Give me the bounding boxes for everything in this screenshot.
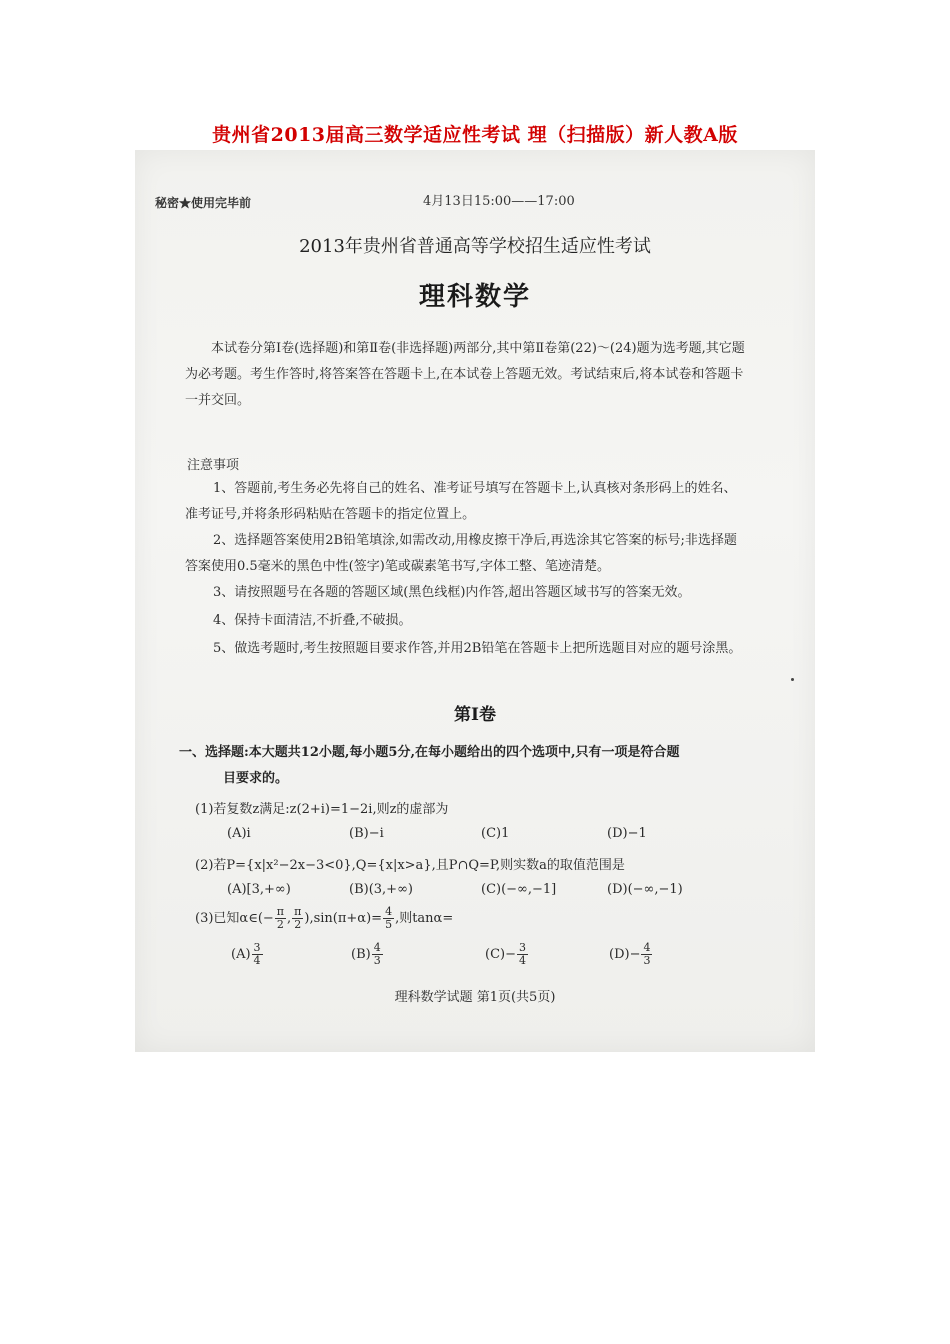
notes-heading: 注意事项	[187, 458, 240, 473]
q2-option-d: (D)(−∞,−1)	[607, 882, 683, 897]
q1-option-b: (B)−i	[349, 826, 384, 841]
section-title	[179, 740, 759, 792]
scanned-exam-page	[135, 150, 815, 1052]
neg-pi-over-2: $\frac{\pi}{2}$	[276, 905, 285, 931]
note-4: 4、保持卡面清洁,不折叠,不破损。	[213, 613, 412, 628]
q2-option-b: (B)(3,+∞)	[349, 882, 413, 897]
q1-option-c: (C)1	[481, 826, 510, 841]
section-title-line-1: 一、选择题:本大题共12小题,每小题5分,在每小题给出的四个选项中,只有一项是符合题	[179, 745, 680, 760]
part-title: 第Ⅰ卷	[454, 705, 496, 725]
section-title-line-2: 目要求的。	[223, 771, 289, 786]
exam-time: 4月13日15:00——17:00	[423, 194, 575, 209]
pi-over-2: $\frac{\pi}{2}$	[294, 905, 302, 931]
four-fifths: $\frac{4}{5}$	[385, 905, 393, 931]
question-2-stem: (2)若P={x|x²−2x−3<0},Q={x|x>a},且P∩Q=P,则实数a的取值范围是	[195, 858, 625, 873]
q1-option-d: (D)−1	[607, 826, 647, 841]
scan-speck	[791, 678, 794, 681]
q3-option-c: (C)− $\frac{3}{4}$	[485, 941, 526, 967]
document-title: 贵州省2013届高三数学适应性考试 理（扫描版）新人教A版	[212, 124, 738, 146]
q3-option-d: (D)− $\frac{4}{3}$	[609, 941, 651, 967]
subject-title: 理科数学	[418, 282, 531, 312]
q2-option-c: (C)(−∞,−1]	[481, 882, 557, 897]
q3-option-a: (A) $\frac{3}{4}$	[231, 941, 261, 967]
secret-label: 秘密★使用完毕前	[155, 196, 252, 210]
note-5: 5、做选考题时,考生按照题目要求作答,并用2B铅笔在答题卡上把所选题目对应的题号涂黑。	[213, 641, 742, 656]
q3-option-b: (B) $\frac{4}{3}$	[351, 941, 381, 967]
question-3-stem: (3)已知α∈(− $\frac{\pi}{2}$ , $\frac{\pi}{2}$ ),sin(π+α)= $\frac{4}{5}$ ,则tanα=	[195, 905, 454, 931]
page-footer: 理科数学试题 第1页(共5页)	[394, 990, 556, 1005]
q1-option-a: (A)i	[227, 826, 251, 841]
question-1-stem: (1)若复数z满足:z(2+i)=1−2i,则z的虚部为	[195, 802, 449, 817]
intro-paragraph: 本试卷分第Ⅰ卷(选择题)和第Ⅱ卷(非选择题)两部分,其中第Ⅱ卷第(22)～(24)题为选考题,其它题为必考题。考生作答时,将答案答在答题卡上,在本试卷上答题无效。考试结束后,将本试卷和答题卡一并交回。	[185, 341, 745, 408]
note-2: 2、选择题答案使用2B铅笔填涂,如需改动,用橡皮擦干净后,再选涂其它答案的标号;非选择题答案使用0.5毫米的黑色中性(签字)笔或碳素笔书写,字体工整、笔迹清楚。	[185, 533, 737, 574]
note-1: 1、答题前,考生务必先将自己的姓名、准考证号填写在答题卡上,认真核对条形码上的姓名、准考证号,并将条形码粘贴在答题卡的指定位置上。	[185, 481, 737, 522]
q2-option-a: (A)[3,+∞)	[227, 882, 291, 897]
exam-title: 2013年贵州省普通高等学校招生适应性考试	[299, 236, 651, 257]
note-3: 3、请按照题号在各题的答题区域(黑色线框)内作答,超出答题区域书写的答案无效。	[213, 585, 691, 600]
